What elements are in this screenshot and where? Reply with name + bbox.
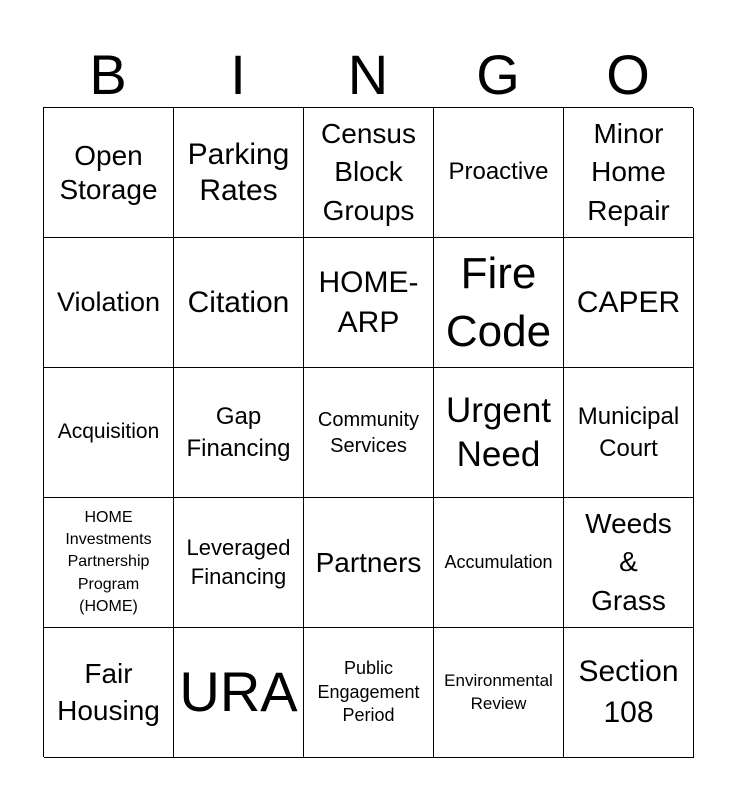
bingo-cell[interactable]	[44, 108, 174, 238]
cell-text: Open Storage	[59, 140, 158, 205]
cell-text: Section 108	[578, 655, 679, 729]
cell-text: HOME Investments Partnership Program (HOME)	[65, 508, 152, 616]
cell-text: HOME-ARP	[318, 265, 419, 339]
bingo-cell[interactable]	[44, 238, 174, 368]
cell-text: CAPER	[576, 285, 681, 319]
bingo-cell[interactable]	[44, 498, 174, 628]
cell-text: Weeds & Grass	[585, 507, 672, 616]
cell-text: Gap Financing	[186, 403, 291, 462]
bingo-cell[interactable]	[304, 498, 434, 628]
cell-text: Acquisition	[57, 420, 160, 444]
cell-text: URA	[179, 660, 298, 724]
bingo-cell[interactable]	[44, 628, 174, 758]
bingo-cell[interactable]	[304, 368, 434, 498]
bingo-cell[interactable]	[44, 368, 174, 498]
cell-text: Fire Code	[445, 249, 552, 356]
cell-text: Public Engagement Period	[317, 658, 420, 726]
bingo-cell[interactable]	[434, 628, 564, 758]
header-letter-i: I	[230, 43, 246, 106]
bingo-cell[interactable]	[434, 498, 564, 628]
bingo-cell[interactable]	[434, 108, 564, 238]
bingo-board	[43, 107, 693, 757]
cell-text: Accumulation	[444, 551, 553, 572]
bingo-cell[interactable]	[434, 368, 564, 498]
cell-text: Minor Home Repair	[587, 117, 670, 226]
header-letter-n: N	[347, 43, 389, 106]
bingo-cell[interactable]	[174, 238, 304, 368]
cell-text: Citation	[187, 285, 290, 319]
header-letter-o: O	[606, 43, 650, 106]
cell-text: Urgent Need	[445, 390, 552, 474]
cell-text: Environmental Review	[444, 671, 553, 713]
cell-text: Leveraged Financing	[186, 534, 291, 589]
bingo-cell[interactable]	[304, 108, 434, 238]
cell-text: Census Block Groups	[321, 117, 416, 226]
cell-text: Parking Rates	[187, 138, 290, 207]
bingo-cell[interactable]	[304, 628, 434, 758]
bingo-cell[interactable]	[564, 368, 694, 498]
cell-text: Community Services	[317, 408, 420, 457]
cell-text: Municipal Court	[577, 403, 680, 462]
bingo-cell[interactable]	[564, 498, 694, 628]
cell-text: Fair Housing	[57, 658, 160, 726]
header-letter-b: B	[89, 43, 127, 106]
bingo-cell[interactable]	[174, 108, 304, 238]
bingo-header	[43, 42, 693, 108]
bingo-cell[interactable]	[564, 108, 694, 238]
bingo-cell[interactable]	[564, 628, 694, 758]
bingo-cell[interactable]	[304, 238, 434, 368]
header-letter-g: G	[476, 43, 520, 106]
bingo-cell[interactable]	[174, 368, 304, 498]
cell-text: Proactive	[448, 158, 549, 186]
bingo-cell[interactable]	[564, 238, 694, 368]
bingo-cell[interactable]	[434, 238, 564, 368]
cell-text: Partners	[315, 546, 422, 578]
cell-text: Violation	[56, 286, 161, 317]
bingo-cell[interactable]	[174, 498, 304, 628]
bingo-cell[interactable]	[174, 628, 304, 758]
